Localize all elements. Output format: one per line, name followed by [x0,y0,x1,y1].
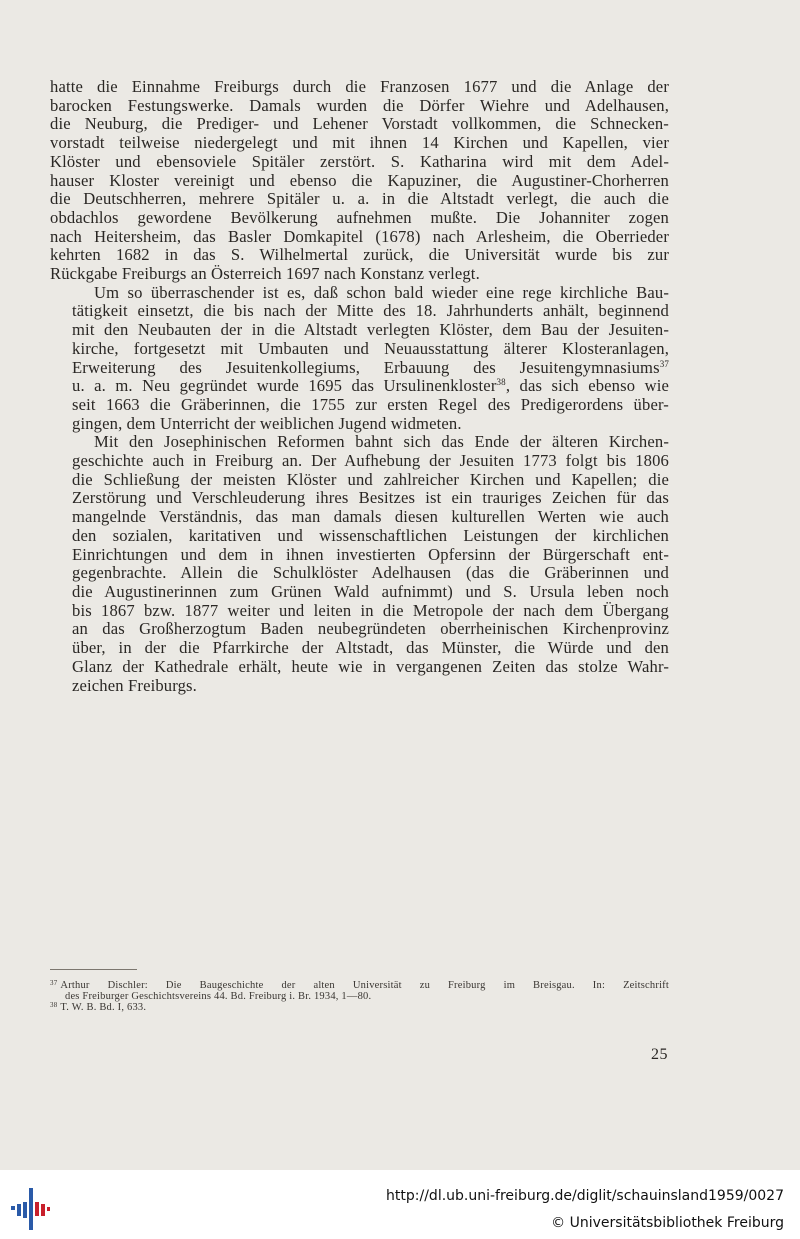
text-line: die Neuburg, die Prediger- und Lehener Vorstadt vollkommen, die Schnecken- [50,114,669,134]
footnote-line: des Freiburger Geschichtsvereins 44. Bd. Freiburg i. Br. 1934, 1—80. [65,991,372,1003]
text-segment: u. a. m. Neu gegründet wurde 1695 das Ursulinenkloster [72,376,497,396]
paragraph-3 [50,433,669,695]
text-line: die Schließung der meisten Klöster und zahlreicher Kirchen und Kapellen; die [72,469,669,489]
footnote-ref-37[interactable]: 37 [659,358,669,369]
page-number: 25 [651,1046,668,1063]
text-line: barocken Festungswerke. Damals wurden die Dörfer Wiehre und Adelhausen, [50,95,669,115]
text-line: Einrichtungen und dem in ihnen investierten Opfersinn der Bürgerschaft ent- [72,544,669,564]
text-line-with-footnote-ref [50,377,669,396]
footnote-divider [50,969,137,970]
text-line: über, in der die Pfarrkirche der Altstadt, das Münster, die Würde und den [72,638,669,658]
text-line: kirche, fortgesetzt mit Umbauten und Neuausstattung älterer Klosteranlagen, [72,338,669,358]
text-line: Klöster und ebensoviele Spitäler zerstört. S. Katharina wird mit dem Adel- [50,151,669,171]
text-line: den sozialen, karitativen und wissenschaftlichen Leistungen der kirchlichen [72,525,669,545]
footnote-number: 37 [50,979,58,987]
footer-bar [0,1170,800,1239]
text-line: obdachlos gewordene Bevölkerung aufnehmen mußte. Die Johanniter zogen [50,207,669,227]
footnote-line [50,1002,669,1013]
text-line-with-footnote-ref [50,359,669,378]
text-line: bis 1867 bzw. 1877 weiter und leiten in die Metropole der nach dem Übergang [72,600,669,620]
text-line: Mit den Josephinischen Reformen bahnt sich das Ende der älteren Kirchen- [94,432,669,452]
text-line: hatte die Einnahme Freiburgs durch die Franzosen 1677 und die Anlage der [50,77,669,96]
source-url-link[interactable]: http://dl.ub.uni-freiburg.de/diglit/schauinsland1959/0027 [386,1188,784,1204]
footnote-text: Arthur Dischler: Die Baugeschichte der alten Universität zu Freiburg im Breisgau. In: Zeitschrift [60,980,669,991]
text-line: Rückgabe Freiburgs an Österreich 1697 nach Konstanz verlegt. [50,264,480,284]
text-line: Um so überraschender ist es, daß schon bald wieder eine rege kirchliche Bau- [94,282,669,302]
text-line: vorstadt teilweise niedergelegt und mit ihnen 14 Kirchen und Kapellen, vier [50,133,669,153]
footnote-line [50,980,669,991]
text-line: kehrten 1682 in das S. Wilhelmertal zurück, die Universität wurde bis zur [50,245,669,265]
body-text [50,78,669,695]
text-line: gegenbrachte. Allein die Schulklöster Adelhausen (das die Gräberinnen und [72,563,669,583]
text-line: Zerstörung und Verschleuderung ihres Besitzes ist ein trauriges Zeichen für das [72,488,669,508]
text-line: die Deutschherren, mehrere Spitäler u. a. in die Altstadt verlegt, die auch die [50,189,669,209]
ub-freiburg-logo-icon [10,1186,50,1230]
text-line: seit 1663 die Gräberinnen, die 1755 zur ersten Regel des Predigerordens über- [72,394,669,414]
text-line: die Augustinerinnen zum Grünen Wald aufnimmt) und S. Ursula leben noch [72,581,669,601]
text-line: nach Heitersheim, das Basler Domkapitel (1678) nach Arlesheim, die Oberrieder [50,226,669,246]
copyright-notice: © Universitätsbibliothek Freiburg [551,1215,784,1231]
text-segment: , das sich ebenso wie [505,376,669,396]
text-line: mit den Neubauten der in die Altstadt verlegten Klöster, dem Bau der Jesuiten- [72,320,669,340]
footnote-38 [50,1002,669,1013]
text-line: an das Großherzogtum Baden neubegründeten oberrheinischen Kirchenprovinz [72,619,669,639]
paragraph-2 [50,284,669,434]
paragraph-1 [50,78,669,284]
footnote-number: 38 [50,1001,58,1010]
text-line: gingen, dem Unterricht der weiblichen Jugend widmeten. [72,413,462,433]
footnotes [50,980,669,1014]
footnote-text: T. W. B. Bd. I, 633. [60,1002,147,1014]
text-line: mangelnde Verständnis, das man damals diesen kulturellen Werten wie auch [72,507,669,527]
footnote-ref-38[interactable]: 38 [496,377,506,388]
text-line: zeichen Freiburgs. [72,675,197,695]
footnote-37 [50,980,669,1002]
text-segment: Erweiterung des Jesuitenkollegiums, Erbauung des Jesuitengymnasiums [72,357,660,377]
text-line: tätigkeit einsetzt, die bis nach der Mitte des 18. Jahrhunderts anhält, beginnend [72,301,669,321]
text-line: hauser Kloster vereinigt und ebenso die Kapuziner, die Augustiner-Chorherren [50,170,669,190]
text-line: Glanz der Kathedrale erhält, heute wie in vergangenen Zeiten das stolze Wahr- [72,656,669,676]
text-line: geschichte auch in Freiburg an. Der Aufhebung der Jesuiten 1773 folgt bis 1806 [72,451,669,471]
